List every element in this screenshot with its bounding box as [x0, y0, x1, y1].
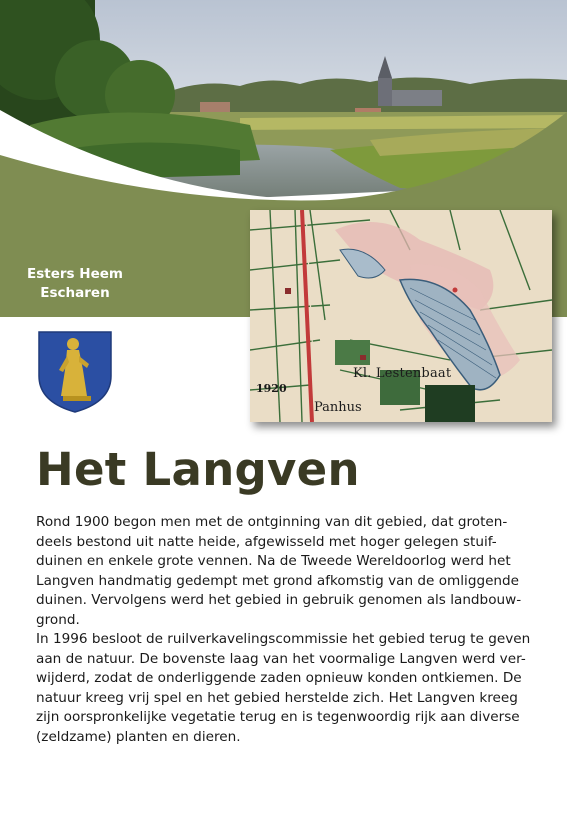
map-label-panhus: Panhus	[314, 400, 362, 415]
map-year: 1920	[256, 382, 287, 395]
organization-name	[0, 265, 150, 303]
body-line: duinen. Vervolgens werd het gebied in gebruik genomen als landbouw-	[36, 592, 522, 608]
org-name-line2: Escharen	[40, 285, 110, 301]
body-line: Langven handmatig gedempt met grond afkomstig van de omliggende	[36, 572, 520, 589]
body-line: duinen en enkele grote vennen. Na de Tweede Wereldoorlog werd het	[36, 553, 511, 569]
map-label-lestenbaat: Kl. Lestenbaat	[353, 366, 452, 381]
body-text	[36, 513, 546, 747]
coat-of-arms-icon	[37, 330, 113, 414]
body-line: aan de natuur. De bovenste laag van het voormalige Langven werd ver-	[36, 650, 526, 667]
body-line: natuur kreeg vrij spel en het gebied herstelde zich. Het Langven kreeg	[36, 689, 518, 706]
historic-map	[250, 210, 552, 422]
body-line: grond.	[36, 611, 80, 628]
body-line: zijn oorspronkelijke vegetatie terug en is tegenwoordig rijk aan diverse	[36, 709, 520, 725]
body-line: In 1996 besloot de ruilverkavelingscommissie het gebied terug te geven	[36, 631, 531, 647]
body-line: (zeldzame) planten en dieren.	[36, 728, 241, 745]
page-title: Het Langven	[36, 443, 360, 496]
body-line: wijderd, zodat de onderliggende zaden opnieuw konden ontkiemen. De	[36, 670, 522, 686]
body-line: Rond 1900 begon men met de ontginning van dit gebied, dat groten-	[36, 514, 508, 530]
org-name-line1: Esters Heem	[27, 266, 123, 282]
body-line: deels bestond uit natte heide, afgewisseld met hoger gelegen stuif-	[36, 533, 497, 550]
